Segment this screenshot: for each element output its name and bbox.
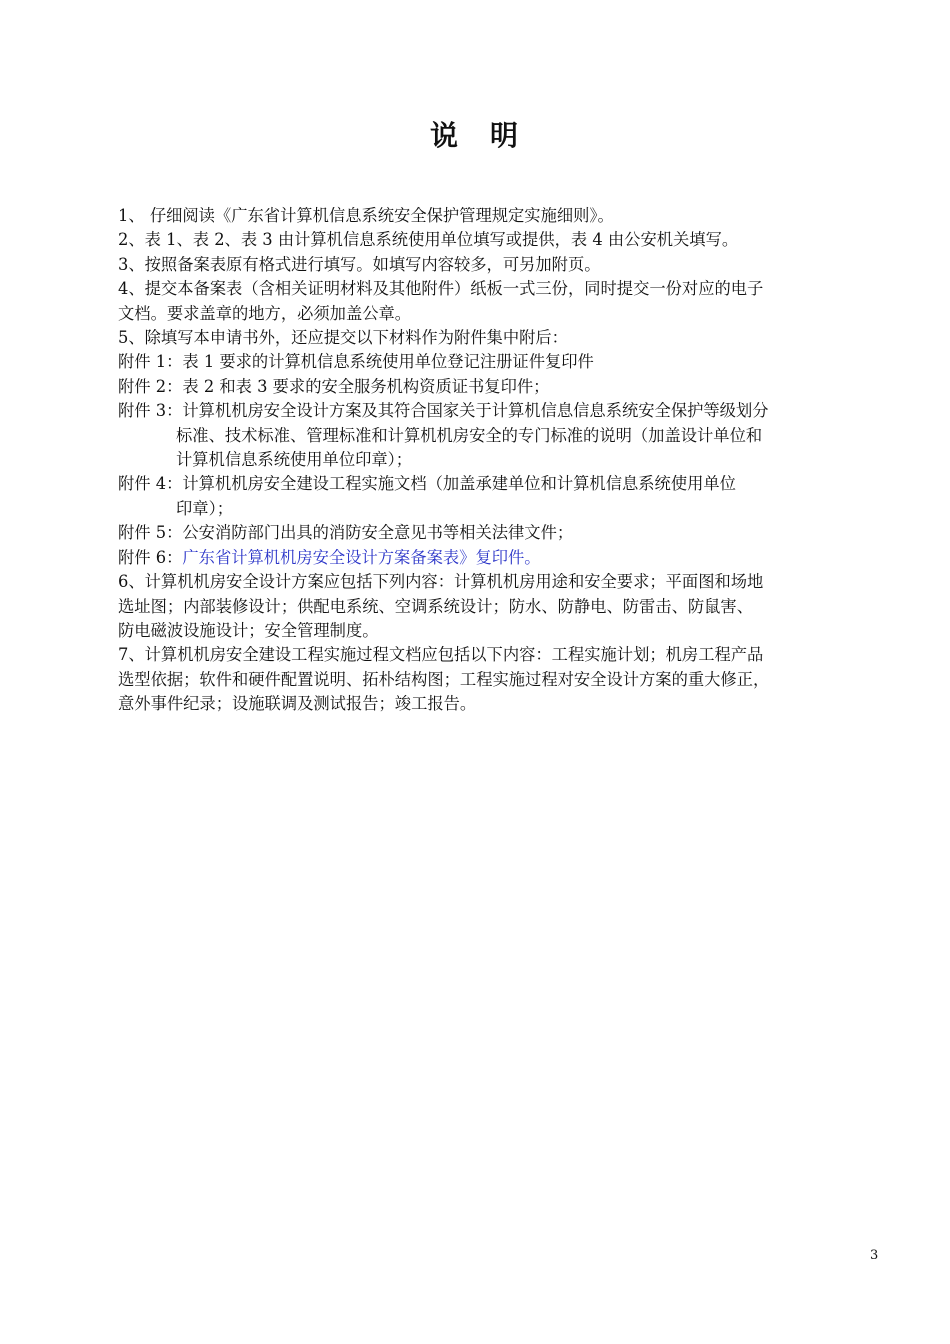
item-7-line-3: 意外事件纪录；设施联调及测试报告；竣工报告。 xyxy=(118,694,477,714)
attachment-2: 附件 2：表 2 和表 3 要求的安全服务机构资质证书复印件； xyxy=(118,376,550,396)
item-6-line-2: 选址图；内部装修设计；供配电系统、空调系统设计；防水、防静电、防雷击、防鼠害、 xyxy=(118,596,753,616)
item-4-line-1: 4、提交本备案表（含相关证明材料及其他附件）纸板一式三份，同时提交一份对应的电子 xyxy=(118,279,764,299)
item-3: 3、按照备案表原有格式进行填写。如填写内容较多，可另加附页。 xyxy=(118,254,601,274)
item-2: 2、表 1、表 2、表 3 由计算机信息系统使用单位填写或提供，表 4 由公安机关填写。 xyxy=(118,230,739,250)
item-4-line-2: 文档。要求盖章的地方，必须加盖公章。 xyxy=(118,303,412,323)
attachment-3-line-1: 附件 3：计算机机房安全设计方案及其符合国家关于计算机信息信息系统安全保护等级划分 xyxy=(118,401,769,421)
item-7-line-1: 7、计算机机房安全建设工程实施过程文档应包括以下内容：工程实施计划；机房工程产品 xyxy=(118,645,764,665)
item-5: 5、除填写本申请书外，还应提交以下材料作为附件集中附后： xyxy=(118,328,568,348)
attachment-5: 附件 5：公安消防部门出具的消防安全意见书等相关法律文件； xyxy=(118,523,574,543)
item-1: 1、 仔细阅读《广东省计算机信息系统安全保护管理规定实施细则》。 xyxy=(118,206,614,225)
page-title: 说 明 xyxy=(429,119,520,152)
attachment-4-line-1: 附件 4：计算机机房安全建设工程实施文档（加盖承建单位和计算机信息系统使用单位 xyxy=(118,474,736,494)
attachment-6 xyxy=(118,546,898,570)
page-number: 3 xyxy=(870,1248,879,1263)
attachment-6-form-link[interactable]: 广东省计算机机房安全设计方案备案表》复印件。 xyxy=(182,547,541,567)
item-6-line-1: 6、计算机机房安全设计方案应包括下列内容：计算机机房用途和安全要求；平面图和场地 xyxy=(118,572,764,592)
attachment-6-prefix: 附件 6： xyxy=(118,547,183,567)
attachment-1: 附件 1：表 1 要求的计算机信息系统使用单位登记注册证件复印件 xyxy=(118,352,594,372)
item-6-line-3: 防电磁波设施设计；安全管理制度。 xyxy=(118,620,379,640)
attachment-4-line-2: 印章）； xyxy=(176,498,233,518)
item-7-line-2: 选型依据；软件和硬件配置说明、拓朴结构图；工程实施过程对安全设计方案的重大修正， xyxy=(118,669,770,689)
instructions-body xyxy=(118,204,898,717)
attachment-3-line-2: 标准、技术标准、管理标准和计算机机房安全的专门标准的说明（加盖设计单位和 xyxy=(176,425,763,445)
attachment-3-line-3: 计算机信息系统使用单位印章）； xyxy=(176,450,413,470)
